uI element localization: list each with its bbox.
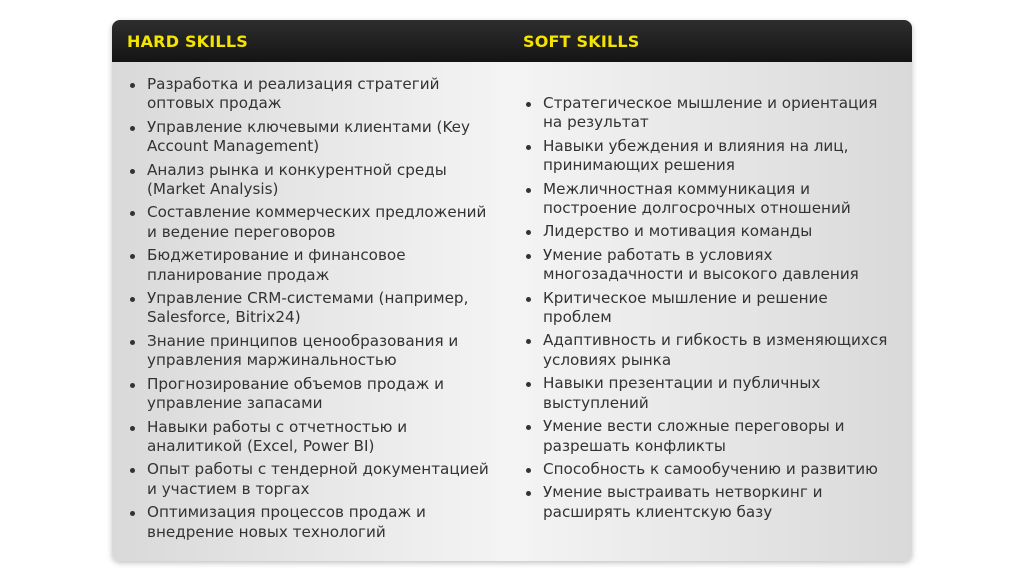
- table-header: [112, 20, 912, 62]
- hard-skill-item: Управление CRM-системами (например, Salesforce, Bitrix24): [129, 289, 499, 328]
- hard-skill-item: Управление ключевыми клиентами (Key Account Management): [129, 118, 499, 157]
- soft-skill-item: Лидерство и мотивация команды: [525, 222, 895, 241]
- soft-skill-item: Умение вести сложные переговоры и разрешать конфликты: [525, 417, 895, 456]
- hard-skill-item: Разработка и реализация стратегий оптовых продаж: [129, 75, 499, 114]
- hard-skill-item: Анализ рынка и конкурентной среды (Market Analysis): [129, 161, 499, 200]
- hard-skill-item: Бюджетирование и финансовое планирование продаж: [129, 246, 499, 285]
- soft-skill-item: Адаптивность и гибкость в изменяющихся условиях рынка: [525, 331, 895, 370]
- soft-skill-item: Навыки презентации и публичных выступлений: [525, 374, 895, 413]
- soft-skills-list: [525, 94, 895, 522]
- hard-skill-item: Опыт работы с тендерной документацией и участием в торгах: [129, 460, 499, 499]
- soft-skill-item: Навыки убеждения и влияния на лиц, принимающих решения: [525, 137, 895, 176]
- soft-skill-item: Критическое мышление и решение проблем: [525, 289, 895, 328]
- hard-skill-item: Прогнозирование объемов продаж и управление запасами: [129, 375, 499, 414]
- skills-table: [112, 20, 912, 561]
- soft-skills-title: SOFT SKILLS: [523, 32, 640, 51]
- soft-skill-item: Умение выстраивать нетворкинг и расширять клиентскую базу: [525, 483, 895, 522]
- hard-skill-item: Составление коммерческих предложений и ведение переговоров: [129, 203, 499, 242]
- hard-skills-title: HARD SKILLS: [127, 32, 248, 51]
- hard-skills-column: [129, 75, 499, 546]
- soft-skill-item: Способность к самообучению и развитию: [525, 460, 895, 479]
- soft-skill-item: Умение работать в условиях многозадачности и высокого давления: [525, 246, 895, 285]
- hard-skills-list: [129, 75, 499, 542]
- hard-skill-item: Оптимизация процессов продаж и внедрение новых технологий: [129, 503, 499, 542]
- hard-skill-item: Навыки работы с отчетностью и аналитикой (Excel, Power BI): [129, 418, 499, 457]
- soft-skill-item: Межличностная коммуникация и построение долгосрочных отношений: [525, 180, 895, 219]
- soft-skills-column: [525, 94, 895, 526]
- soft-skill-item: Стратегическое мышление и ориентация на результат: [525, 94, 895, 133]
- hard-skill-item: Знание принципов ценообразования и управления маржинальностью: [129, 332, 499, 371]
